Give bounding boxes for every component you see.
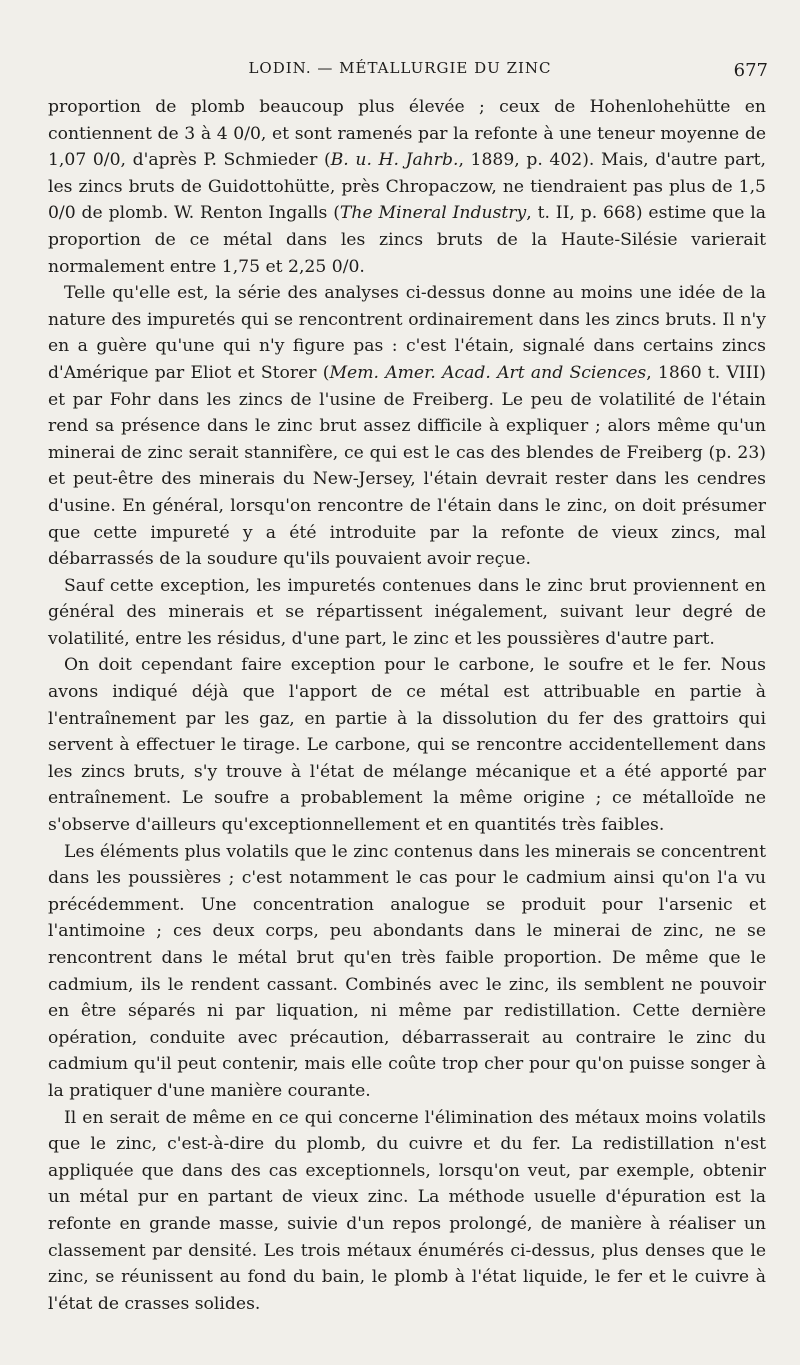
paragraph-4: On doit cependant faire exception pour le carbone, le soufre et le fer. Nous avons indiqué déjà que l'apport de ce métal est attribuable en partie à l'entraînement par les gaz, en partie à la dissolution du fer des grattoirs qui servent à effectuer le tirage. Le carbone, qui se rencontre accidentellement dans les zincs bruts, s'y trouve à l'état de mélange mécanique et a été apporté par entraînement. Le soufre a probablement la même origine ; ce métalloïde ne s'observe d'ailleurs qu'exceptionnellement et en quantités très faibles. (48, 655, 766, 836)
running-title: LODIN. — MÉTALLURGIE DU ZINC (248, 59, 552, 77)
citation-bh-jahrb: B. u. H. Jahrb. (330, 150, 459, 171)
paragraph-2-text-a: Telle qu'elle est, la série des analyses ci-dessus donne au moins une idée de la nature des impuretés qui se rencontrent ordinairement dans les zincs bruts. Il n'y en a guère qu'une qui n'y figure pas : c'est l'étain, signalé dans certains zincs d'Amérique par Eliot et Storer ( (48, 283, 766, 383)
paragraph-6: Il en serait de même en ce qui concerne l'élimination des métaux moins volatils que le zinc, c'est-à-dire du plomb, du cuivre et du fer. La redistillation n'est appliquée que dans des cas exceptionnels, lorsqu'on veut, par exemple, obtenir un métal pur en partant de vieux zinc. La méthode usuelle d'épuration est la refonte en grande masse, suivie d'un repos prolongé, de manière à réaliser un classement par densité. Les trois métaux énumérés ci-dessus, plus denses que le zinc, se réunissent au fond du bain, le plomb à l'état liquide, le fer et le cuivre à l'état de crasses solides. (48, 1107, 766, 1314)
paragraph-2 (48, 280, 766, 573)
paragraph-1 (48, 94, 766, 280)
citation-mem-amer-acad: Mem. Amer. Acad. Art and Sciences (329, 362, 647, 383)
citation-mineral-industry: The Mineral Industry (339, 203, 527, 224)
paragraph-1-text-a: proportion de plomb beaucoup plus élevée ; ceux de Hohenlohehütte en contiennent de 3 à 4 0/0, et sont ramenés par la refonte à une teneur moyenne de 1,07 0/0, d'après P. Schmieder ( (48, 97, 766, 171)
page-header (0, 56, 800, 86)
paragraph-1-text-e: , t. II, p. 668) estime que la proportion de ce métal dans les zincs bruts de la Haute-Silésie varierait normalement entre 1,75 et 2,25 0/0. (48, 203, 767, 277)
body-text (48, 94, 766, 1317)
paragraph-5: Les éléments plus volatils que le zinc contenus dans les minerais se concentrent dans les poussières ; c'est notamment le cas pour le cadmium ainsi qu'on l'a vu précédemment. Une concentration analogue se produit pour l'arsenic et l'antimoine ; ces deux corps, peu abondants dans le minerai de zinc, ne se rencontrent dans le métal brut qu'en très faible proportion. De même que le cadmium, ils le rendent cassant. Combinés avec le zinc, ils semblent ne pouvoir en être séparés ni par liquation, ni même par redistillation. Cette dernière opération, conduite avec précaution, débarrasserait au contraire le zinc du cadmium qu'il peut contenir, mais elle coûte trop cher pour qu'on puisse songer à la pratiquer d'une manière courante. (48, 841, 766, 1101)
paragraph-3: Sauf cette exception, les impuretés contenues dans le zinc brut proviennent en général des minerais et se répartissent inégalement, suivant leur degré de volatilité, entre les résidus, d'une part, le zinc et les poussières d'autre part. (48, 575, 766, 649)
page-number: 677 (733, 60, 768, 81)
paragraph-2-text-c: , 1860 t. VIII) et par Fohr dans les zincs de l'usine de Freiberg. Le peu de volatilité de l'étain rend sa présence dans le zinc brut assez difficile à expliquer ; alors même qu'un minerai de zinc serait stannifère, ce qui est le cas des blendes de Freiberg (p. 23) et peut-être des minerais du New-Jersey, l'étain devrait rester dans les cendres d'usine. En général, lorsqu'on rencontre de l'étain dans le zinc, on doit présumer que cette impureté y a été introduite par la refonte de vieux zincs, mal débarrassés de la soudure qu'ils pouvaient avoir reçue. (48, 362, 766, 570)
paragraph-1-text-c: , 1889, p. 402). Mais, d'autre part, les zincs bruts de Guidottohütte, près Chropaczow, ne tiendraient pas plus de 1,5 0/0 de plomb. W. Renton Ingalls ( (48, 150, 766, 224)
